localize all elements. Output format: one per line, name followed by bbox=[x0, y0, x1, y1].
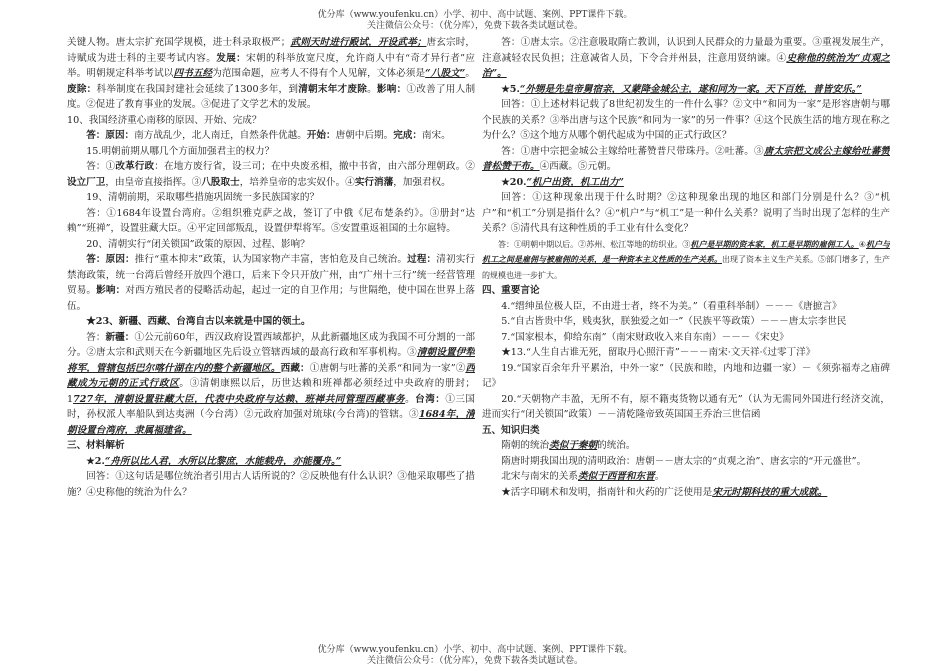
material-20-question: 回答：①这种现象出现于什么时期？②这种现象出现的地区和部门分别是什么？③“机户”和“机工”分别是指什么？④“机户”与“机工”是一种什么关系？说明了当时出现了怎样的生产关系？⑤清代具有这种性质的手工业有什么变化？ bbox=[482, 192, 890, 234]
quote-4: 4.“缙绅虽位极人臣，不由进士者，终不为美。”（看重科举制）－－－《唐摭言》 bbox=[501, 300, 842, 312]
section-5-heading: 五、知识归类 bbox=[482, 424, 540, 436]
answer-23: 答：新疆：①公元前60年，西汉政府设置西域都护，从此新疆地区成为我国不可分割的一部分。②唐太宗和武则天在今新疆地区先后设立管辖西域的最高行政和军事机构。③清朝设置伊犁将军，管辖包括巴尔喀什湖在内的整个新疆地区。西藏：①唐朝与吐蕃的关系“和同为一家”②西藏成为元朝的正式行政区。③清朝康熙以后，历世达赖和班禅都必须经过中央政府的册封；1727年，清朝设置驻藏大臣，代表中央政府与达赖、班禅共同管理西藏事务。台湾：①三国时，孙权派人率船队到达夷洲（今台湾）②元政府加强对琉球(今台湾)的管辖。③1684年，清朝设置台湾府，隶属福建省。 bbox=[67, 331, 475, 436]
material-2-question: 回答：①这句话是哪位统治者引用古人话所说的？②反映他有什么认识？③他采取哪些了措施？④史称他的统治为什么？ bbox=[67, 471, 475, 498]
right-column bbox=[482, 35, 890, 640]
material-2-answer: 答：①唐太宗。②注意吸取隋亡教训，认识到人民群众的力量最为重要。③重视发展生产，注意减轻农民负担；注意减省人员，下令合并州县，注意用贤纳谏。④史称他的统治为“贞观之治”。 bbox=[482, 37, 890, 79]
knowledge-2: 隋唐时期我国出现的清明政治：唐朝－－唐太宗的“贞观之治”、唐玄宗的“开元盛世”。 bbox=[501, 455, 867, 467]
quote-13: ★13.“人生自古谁无死，留取丹心照汗青”－－－南宋·文天祥·《过零丁洋》 bbox=[501, 347, 816, 358]
material-5: ★5.“外甥是先皇帝舅宿亲，又蒙降金城公主，遂和同为一家。天下百姓，普皆安乐。” bbox=[501, 83, 862, 95]
quote-5: 5.“自古皆贵中华，贱夷狄，朕独爱之如一”（民族平等政策）－－－唐太宗李世民 bbox=[501, 316, 847, 327]
question-19: 19、清朝前期，采取哪些措施巩固统一多民族国家的？ bbox=[86, 192, 320, 203]
question-10: 10、我国经济重心南移的原因、开始、完成？ bbox=[67, 114, 262, 126]
footer-line-2: 关注微信公众号：（优分库），免费下载各类试题试卷。 bbox=[366, 656, 583, 666]
answer-19: 答：①1684年设置台湾府。②组织雅克萨之战，签订了中俄《尼布楚条约》。③册封“达赖”“班禅”，设置驻藏大臣。④平定回部叛乱，设置伊犁将军。⑤安置重返祖国的土尔扈特。 bbox=[67, 207, 475, 234]
section-4-heading: 四、重要言论 bbox=[482, 285, 540, 296]
material-5-answer: 答：①唐中宗把金城公主嫁给吐蕃赞普尺带珠丹。②吐蕃。③唐太宗把文成公主嫁给吐蕃赞普松赞干布。④西藏。⑤元朝。 bbox=[482, 145, 890, 172]
header-line-1: 优分库（www.youfenku.cn）小学、初中、高中试题、案例、PPT课件下载。 bbox=[317, 10, 633, 20]
material-20: ★20.“机户出资，机工出力” bbox=[501, 176, 624, 188]
question-20: 20、清朝实行“闭关锁国”政策的原因、过程、影响？ bbox=[86, 238, 310, 250]
footer-line-1: 优分库（www.youfenku.cn）小学、初中、高中试题、案例、PPT课件下载。 bbox=[317, 645, 633, 655]
answer-10: 答：原因：南方战乱少，北人南迁，自然条件优越。开始：唐朝中后期。完成：南宋。 bbox=[86, 130, 451, 141]
quote-19: 19.“国家百余年升平累治，中外一家”（民族和睦，内地和边疆一家）－《须弥福寿之庙碑记》 bbox=[482, 362, 890, 389]
material-20-answer: 答：①明朝中期以后。②苏州、松江等地的纺织业。③机户是早期的资本家，机工是早期的雇佣工人。④机户与机工之间是雇佣与被雇佣的关系，是一种资本主义性质的生产关系。出现了资本主义生产关系。⑤部门增多了，生产的规模也进一步扩大。 bbox=[482, 238, 890, 280]
question-15: 15.明朝前期从哪几个方面加强君主的权力？ bbox=[86, 145, 275, 157]
footer-watermark bbox=[0, 645, 950, 667]
knowledge-4: ★活字印刷术和发明，指南针和火药的广泛使用是宋元时期科技的重大成就。 bbox=[501, 486, 828, 498]
question-23: ★23、新疆、西藏、台湾自古以来就是中国的领土。 bbox=[86, 316, 311, 327]
quote-7: 7.“国家根本，仰给东南”（南宋财政收入来自东南）－－－《宋史》 bbox=[501, 331, 789, 343]
section-3-heading: 三、材料解析 bbox=[67, 440, 125, 451]
quote-20: 20.“天朝物产丰盈，无所不有，原不籍夷货物以通有无”（认为无需同外国进行经济交流，进而实行“闭关锁国”政策）－－清乾隆帝致英国国王乔治三世信函 bbox=[482, 393, 890, 420]
answer-20: 答：原因：推行“重本抑末”政策，认为国家物产丰富，害怕危及自己统治。过程：清初实行禁海政策，统一台湾后曾经开放四个港口，后来下令只开放广州，由“广州十三行”统一经营管理贸易。影响：对西方殖民者的侵略活动起，起过一定的自卫作用；与世隔绝，使中国在世界上落伍。 bbox=[67, 254, 475, 312]
knowledge-1: 隋朝的统治类似于秦朝的统治。 bbox=[501, 440, 636, 451]
header-watermark bbox=[0, 10, 950, 32]
material-2: ★2.“舟所以比人君，水所以比黎庶，水能载舟，亦能覆舟。” bbox=[86, 455, 342, 467]
material-5-question: 回答：①上述材料记载了8世纪初发生的一件什么事？②文中“和同为一家”是形容唐朝与哪个民族的关系？③举出唐与这个民族“和同为一家”的另一件事？④这个民族生活的地方现在称之为什么？⑤这个地方从哪个朝代起成为中国的正式行政区？ bbox=[482, 99, 890, 141]
answer-15: 答：①改革行政：在地方废行省，设三司；在中央废丞相，撤中书省，由六部分理朝政。②设立厂卫，由皇帝直接指挥。③八股取士，培养皇帝的忠实奴仆。④实行消藩，加强君权。 bbox=[67, 161, 475, 188]
knowledge-3: 北宋与南宋的关系类似于西晋和东晋。 bbox=[501, 471, 665, 482]
left-column bbox=[67, 35, 475, 640]
header-line-2: 关注微信公众号：（优分库），免费下载各类试题试卷。 bbox=[366, 21, 583, 31]
keju-paragraph: 关键人物。唐太宗扩充国学规模，进士科录取极严；武则天时进行殿试，开设武举；唐玄宗时，诗赋成为进士科的主要考试内容。发展：宋朝的科举放宽尺度，允许商人中有“奇才异行者”应举。明朝规定科举考试以四书五经为范围命题，应考人不得有个人见解，文体必须是“八股文”。废除：科举制度在我国封建社会延续了1300多年，到清朝末年才废除。影响：①改善了用人制度。②促进了教育事业的发展。③促进了文学艺术的发展。 bbox=[67, 37, 475, 110]
